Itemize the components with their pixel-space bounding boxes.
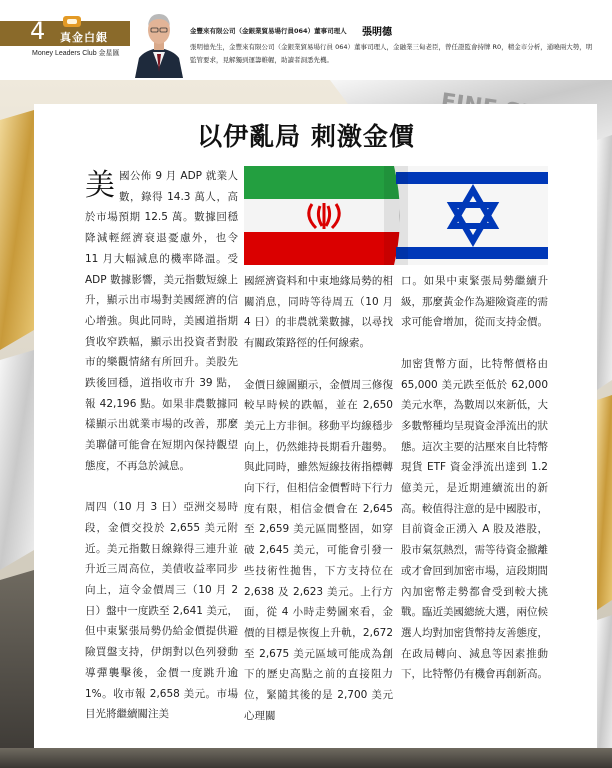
page-number: 4 xyxy=(30,17,46,45)
author-bio: 張明德先生，金豐來有限公司（金銀業貿易場行員 064）董事司理人，金融業三甸老臣，曾任證監會持牌 R0，精金市分析，通曉兩大勢，明監管要求，見解獨到運籌帷幄，助讀者洞悉先機。 xyxy=(190,43,593,64)
paragraph xyxy=(85,166,238,477)
author-name: 張明德 xyxy=(362,27,392,38)
israel-flag xyxy=(394,166,548,265)
drop-cap: 美 xyxy=(85,168,115,203)
paragraph: 加密貨幣方面，比特幣價格由 65,000 美元跌至低於 62,000 美元水準，為數周以來新低，大多數幣種均呈現資金淨流出的狀態。這次主要的沽壓來自比特幣現貨 ETF 資金淨流出達到 1.2 億美元，是近期連續流出的新高。較值得注意的是中國股市，目前資金正湧入 A 股及港股，股市氣氛熱烈，需等待資金撤離或才會回到加密市場，這段期間內加密幣走勢都會受到較大挑戰。臨近美國總統大選，兩位候選人均對加密貨幣持友善態度，在政局轉向、減息等因素推動下，比特幣仍有機會再創新高。 xyxy=(401,357,548,681)
article-column-2 xyxy=(244,271,393,726)
gold-bar-logo-icon xyxy=(63,16,81,27)
author-avatar xyxy=(131,6,187,78)
section-name: 真金白銀 xyxy=(60,31,108,44)
author-role: 金豐來有限公司（金銀業貿易場行員064）董事司理人 xyxy=(190,27,347,35)
iran-israel-flags-image xyxy=(244,166,548,265)
paragraph-text: 國公佈 9 月 ADP 就業人數，錄得 14.3 萬人，高於市場預期 12.5 萬。數據回穩降減輕經濟衰退憂慮外，也令 11 月大幅減息的機率降溫。受 ADP 數據影響，美元指數短線上升，顯示出市場對美國經濟的信心增強。與此同時，美國道指期貨收窄跌幅，顯示出投資者對股市的樂觀情緒有所回升。美股先跌後回穩，道指收市升 39 點，報 42,196 點。如果非農數據同樣顯示出就業市場的改善，那麼美聯儲可能會在短期內保持觀望態度，不再急於減息。 xyxy=(85,170,238,472)
paragraph: 口。如果中東緊張局勢繼續升級，那麼黃金作為避險資產的需求可能會增加，從而支持金價。 xyxy=(401,275,548,329)
article-headline: 以伊亂局 刺激金價 xyxy=(197,122,415,151)
paragraph: 金價日線圖顯示，金價周三修復較早時候的跌幅，並在 2,650 美元上方非徊。移動平均線穩步向上，仍然維持長期看升趨勢。與此同時，雖然短線技術指標轉向下行，但相信金價暫時下行力度有限，相信金價會在 2,645 至 2,659 美元區間整固，如穿破 2,645 美元，可能會引發一些技術性拋售，下方支持位在 2,638 及 2,623 美元。上行方面，從 4 小時走勢圖來看，金價的目標是恢復上升軌，2,672 至 2,675 美元區域可能成為創下的歷史高點之前的直接阻力位，緊隨其後的是 2,700 美元心理關 xyxy=(244,378,393,722)
article-column-1 xyxy=(85,166,238,725)
paragraph: 國經濟資料和中東地緣局勢的相關消息，同時等待周五（10 月 4 日）的非農就業數據，以尋找有關政策路徑的任何線索。 xyxy=(244,275,393,350)
paragraph: 周四（10 月 3 日）亞洲交易時段，金價交投於 2,655 美元附近。美元指數日線錄得三連升並升近三周高位，美債收益率同步向上，這令金價周三（10 月 2 日）盤中一度跌至 2,641 美元，但中東緊張局勢仍給金價提供避險買盤支持，伊朗對以色列發動導彈襲擊後，金價一度跳升逾 1%。收市報 2,658 美元。市場目光將繼續關注美 xyxy=(85,501,238,721)
club-name: Money Leaders Club 金星匯 xyxy=(32,50,120,57)
article-column-3 xyxy=(401,271,548,685)
iran-flag xyxy=(244,166,404,265)
page-header xyxy=(0,0,612,80)
